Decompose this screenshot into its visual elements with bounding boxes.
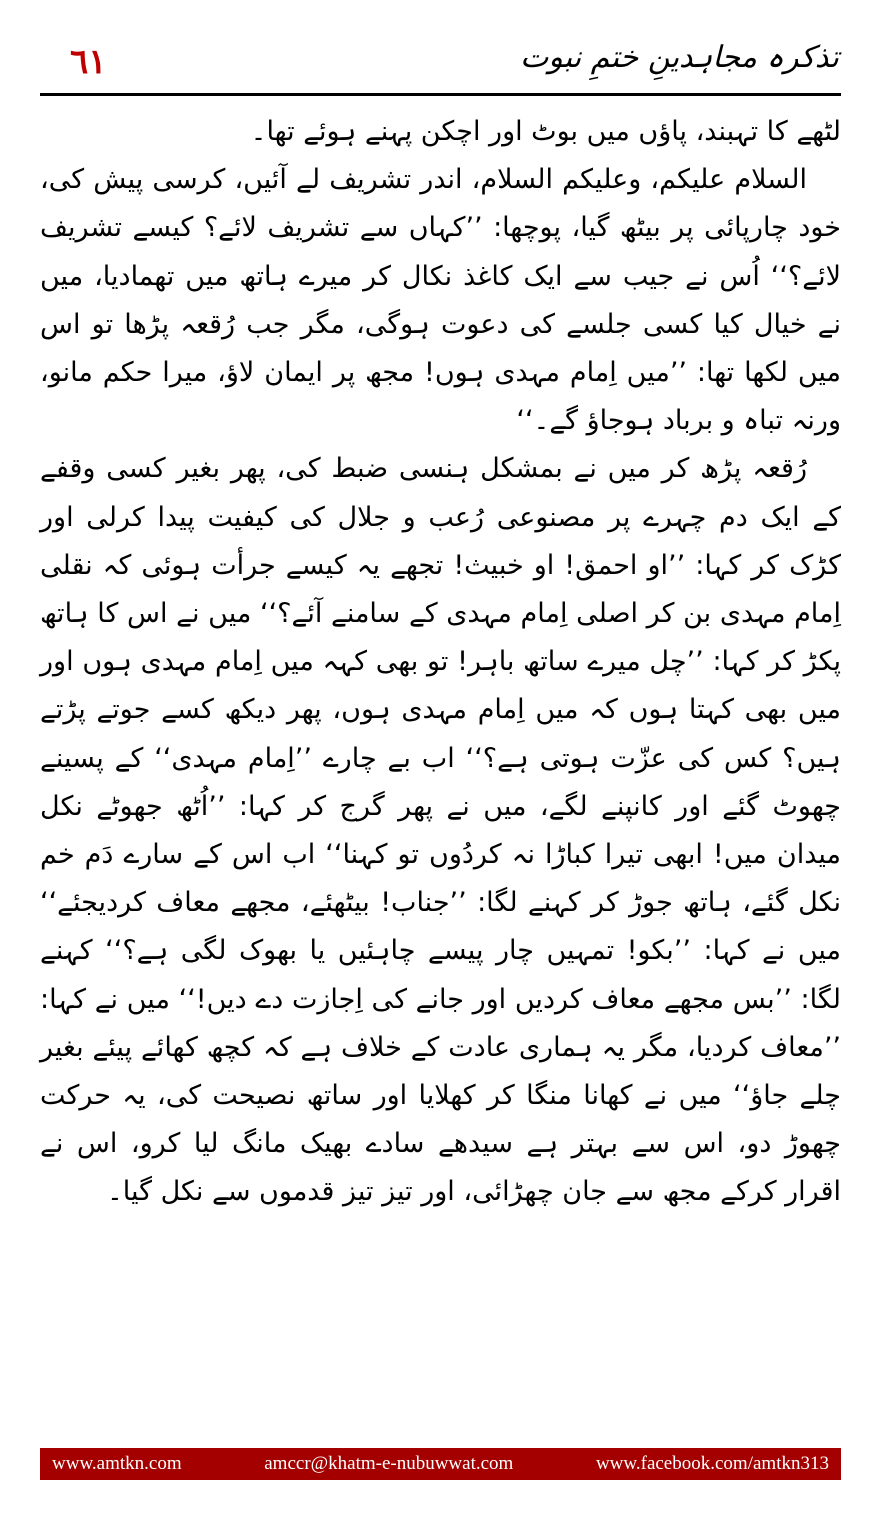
paragraph-2: السلام علیکم، وعلیکم السلام، اندر تشریف لے آئیں، کرسی پیش کی، خود چارپائی پر بیٹھ گیا، پوچھا: ’’کہاں سے تشریف لائے؟ کیسے تشریف لائے؟‘‘ اُس نے جیب سے ایک کاغذ نکال کر میرے ہاتھ میں تھمادیا، میں نے خیال کیا کسی جلسے کی دعوت ہوگی، مگر جب رُقعہ پڑھا تو اس میں لکھا تھا: ’’میں اِمام مہدی ہوں! مجھ پر ایمان لاؤ، میرا حکم مانو، ورنہ تباہ و برباد ہوجاؤ گے۔‘‘ [40, 164, 841, 437]
paragraph-3: رُقعہ پڑھ کر میں نے بمشکل ہنسی ضبط کی، پھر بغیر کسی وقفے کے ایک دم چہرے پر مصنوعی رُعب و جلال کی کیفیت پیدا کرلی اور کڑک کر کہا: ’’او احمق! او خبیث! تجھے یہ کیسے جرأت ہوئی کہ نقلی اِمام مہدی بن کر اصلی اِمام مہدی کے سامنے آئے؟‘‘ میں نے اس کا ہاتھ پکڑ کر کہا: ’’چل میرے ساتھ باہر! تو بھی کہہ میں اِمام مہدی ہوں اور میں بھی کہتا ہوں کہ میں اِمام مہدی ہوں، پھر دیکھ کسے جوتے پڑتے ہیں؟ کس کی عزّت ہوتی ہے؟‘‘ اب بے چارے ’’اِمام مہدی‘‘ کے پسینے چھوٹ گئے اور کانپنے لگے، میں نے پھر گرج کر کہا: ’’اُٹھ جھوٹے نکل میدان میں! ابھی تیرا کباڑا نہ کردُوں تو کہنا‘‘ اب اس کے سارے دَم خم نکل گئے، ہاتھ جوڑ کر کہنے لگا: ’’جناب! بیٹھئے، مجھے معاف کردیجئے‘‘ میں نے کہا: ’’بکو! تمہیں چار پیسے چاہئیں یا بھوک لگی ہے؟‘‘ کہنے لگا: ’’بس مجھے معاف کردیں اور جانے کی اِجازت دے دیں!‘‘ میں نے کہا: ’’معاف کردیا، مگر یہ ہماری عادت کے خلاف ہے کہ کچھ کھائے پیئے بغیر چلے جاؤ‘‘ میں نے کھانا منگا کر کھلایا اور ساتھ نصیحت کی، یہ حرکت چھوڑ دو، اس سے بہتر ہے سیدھے سادے بھیک مانگ لیا کرو، اس نے اقرار کرکے مجھ سے جان چھڑائی، اور تیز تیز قدموں سے نکل گیا۔ [40, 453, 841, 1208]
footer-website-link[interactable]: www.amtkn.com [52, 1453, 182, 1474]
footer-bar [40, 1448, 841, 1480]
body-text [40, 108, 841, 1217]
paragraph-1: لٹھے کا تہبند، پاؤں میں بوٹ اور اچکن پہنے ہوئے تھا۔ [250, 116, 841, 147]
footer-email-link[interactable]: amccr@khatm-e-nubuwwat.com [264, 1453, 514, 1474]
footer-facebook-link[interactable]: www.facebook.com/amtkn313 [595, 1453, 829, 1474]
header-rule [40, 93, 841, 96]
page-number: ٦١ [70, 42, 107, 82]
running-title: تذکرہ مجاہدینِ ختمِ نبوت [520, 40, 839, 75]
